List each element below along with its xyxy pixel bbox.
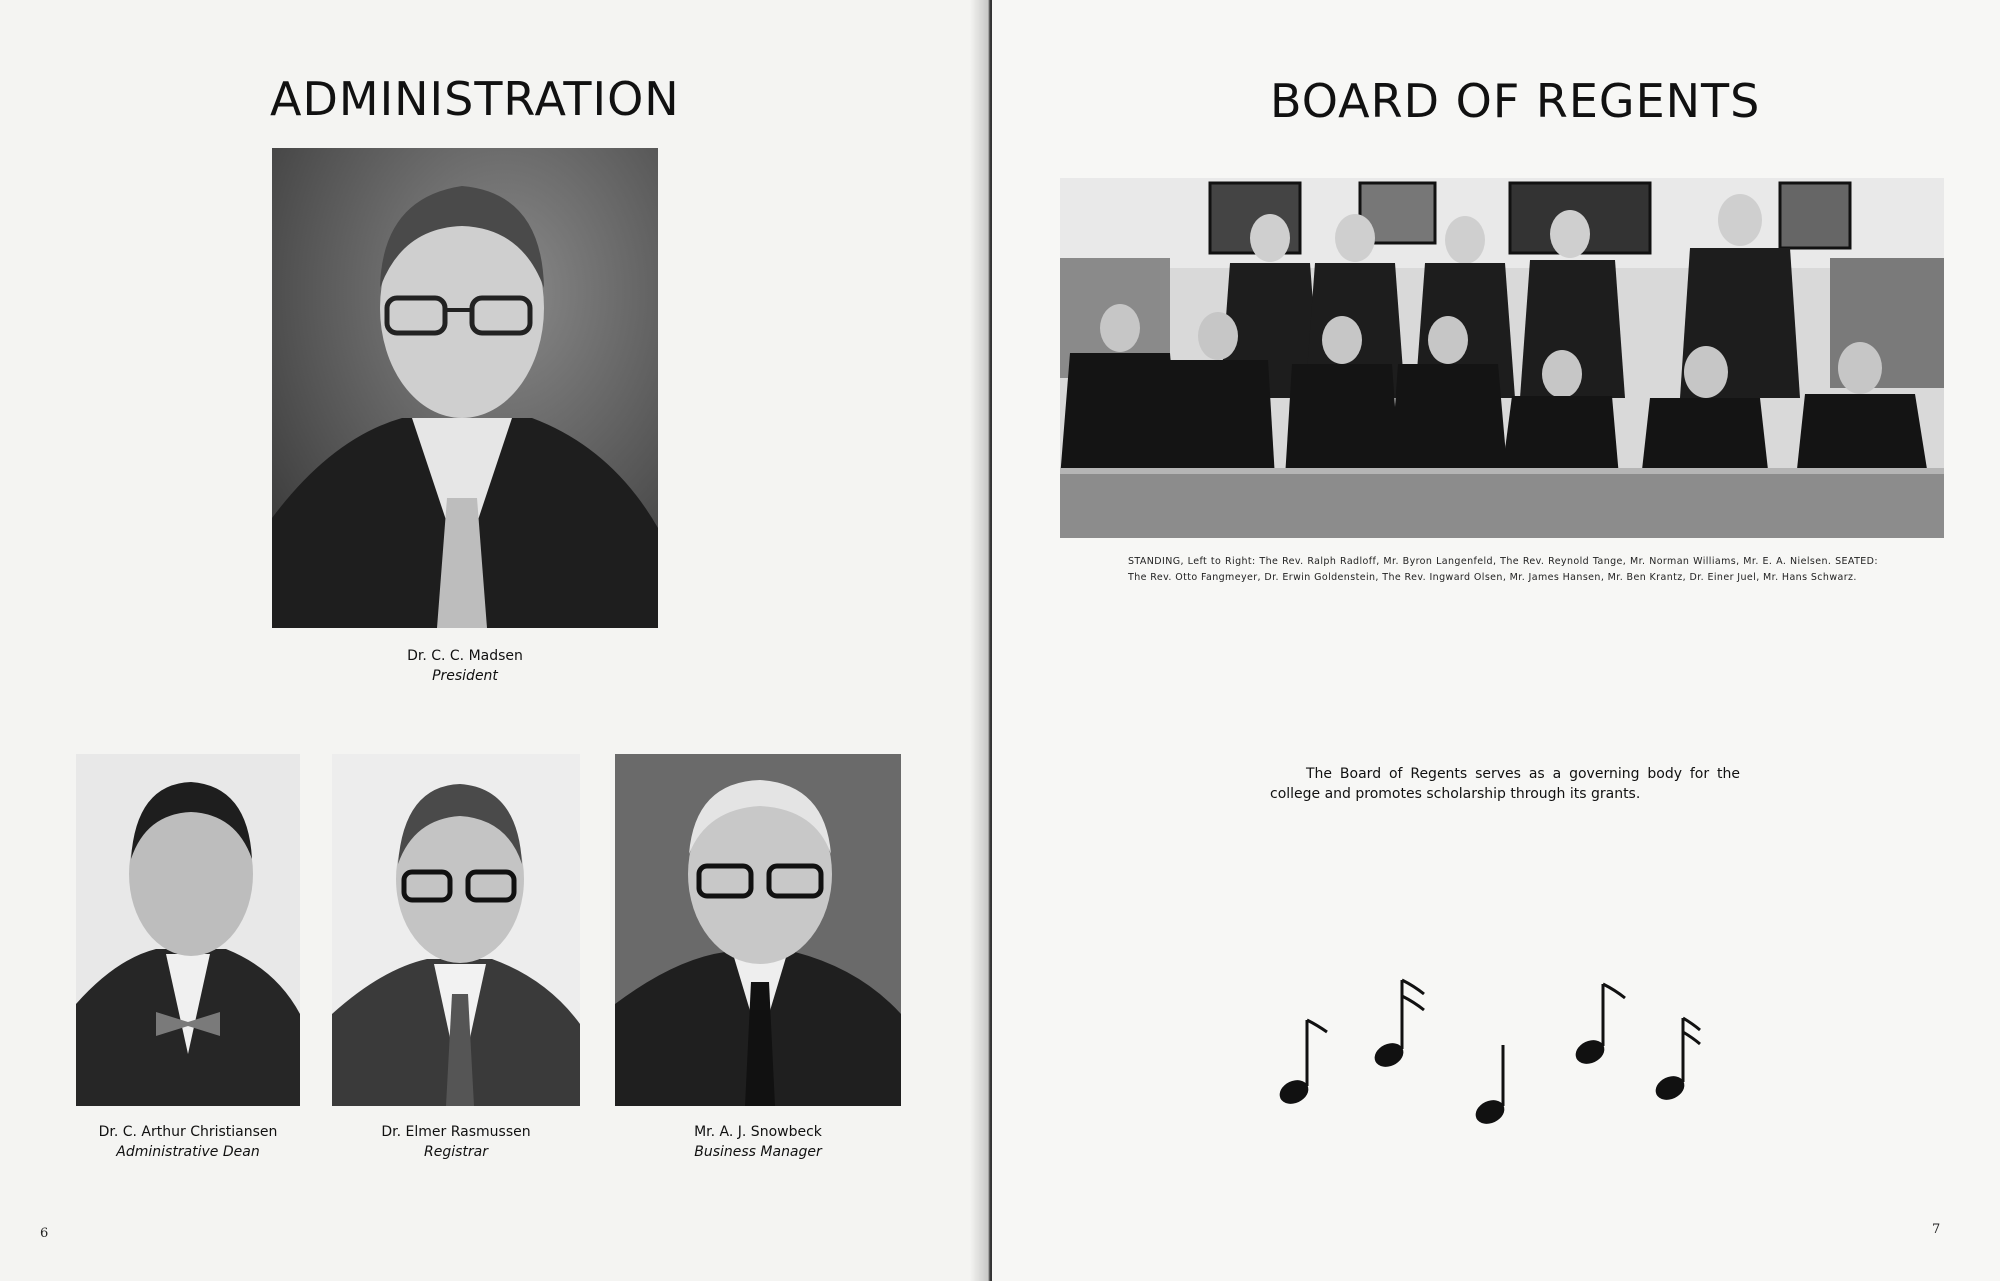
snowbeck-title: Business Manager <box>694 1144 822 1160</box>
music-note-icon <box>1572 984 1625 1068</box>
president-title: President <box>432 668 498 684</box>
music-note-icon <box>1472 1045 1508 1128</box>
right-page <box>992 0 2000 1281</box>
christiansen-name: Dr. C. Arthur Christiansen <box>98 1124 278 1140</box>
page-number-left: 6 <box>40 1226 49 1241</box>
president-caption <box>322 646 608 686</box>
board-description: The Board of Regents serves as a governing body for the college and promotes scholarship through its grants. <box>1270 766 1740 802</box>
snowbeck-name: Mr. A. J. Snowbeck <box>694 1124 822 1140</box>
snowbeck-portrait <box>615 754 901 1106</box>
music-note-icon <box>1371 980 1424 1071</box>
rasmussen-portrait <box>332 754 580 1106</box>
president-portrait <box>272 148 658 628</box>
music-note-icon <box>1276 1020 1327 1108</box>
page-number-right: 7 <box>1932 1222 1941 1237</box>
snowbeck-caption <box>615 1122 901 1162</box>
music-notes-decoration <box>1272 970 1702 1140</box>
music-note-icon <box>1652 1018 1700 1104</box>
president-name: Dr. C. C. Madsen <box>407 648 523 664</box>
left-page <box>0 0 990 1281</box>
board-of-regents-heading: BOARD OF REGENTS <box>1270 74 1761 128</box>
christiansen-title: Administrative Dean <box>116 1144 260 1160</box>
christiansen-caption <box>60 1122 316 1162</box>
rasmussen-title: Registrar <box>424 1144 488 1160</box>
administration-heading: ADMINISTRATION <box>270 72 680 126</box>
board-photo-caption: STANDING, Left to Right: The Rev. Ralph Radloff, Mr. Byron Langenfeld, The Rev. Reynold Tange, Mr. Norman Williams, Mr. E. A. Nielsen. SEATED: The Rev. Otto Fangmeyer, Dr. Erwin Goldenstein, The Rev. Ingward Olsen, Mr. James Hansen, Mr. Ben Krantz, Dr. Einer Juel, Mr. Hans Schwarz. <box>1128 556 1878 583</box>
christiansen-portrait <box>76 754 300 1106</box>
rasmussen-caption <box>332 1122 580 1162</box>
rasmussen-name: Dr. Elmer Rasmussen <box>381 1124 531 1140</box>
board-group-photo <box>1060 178 1944 538</box>
